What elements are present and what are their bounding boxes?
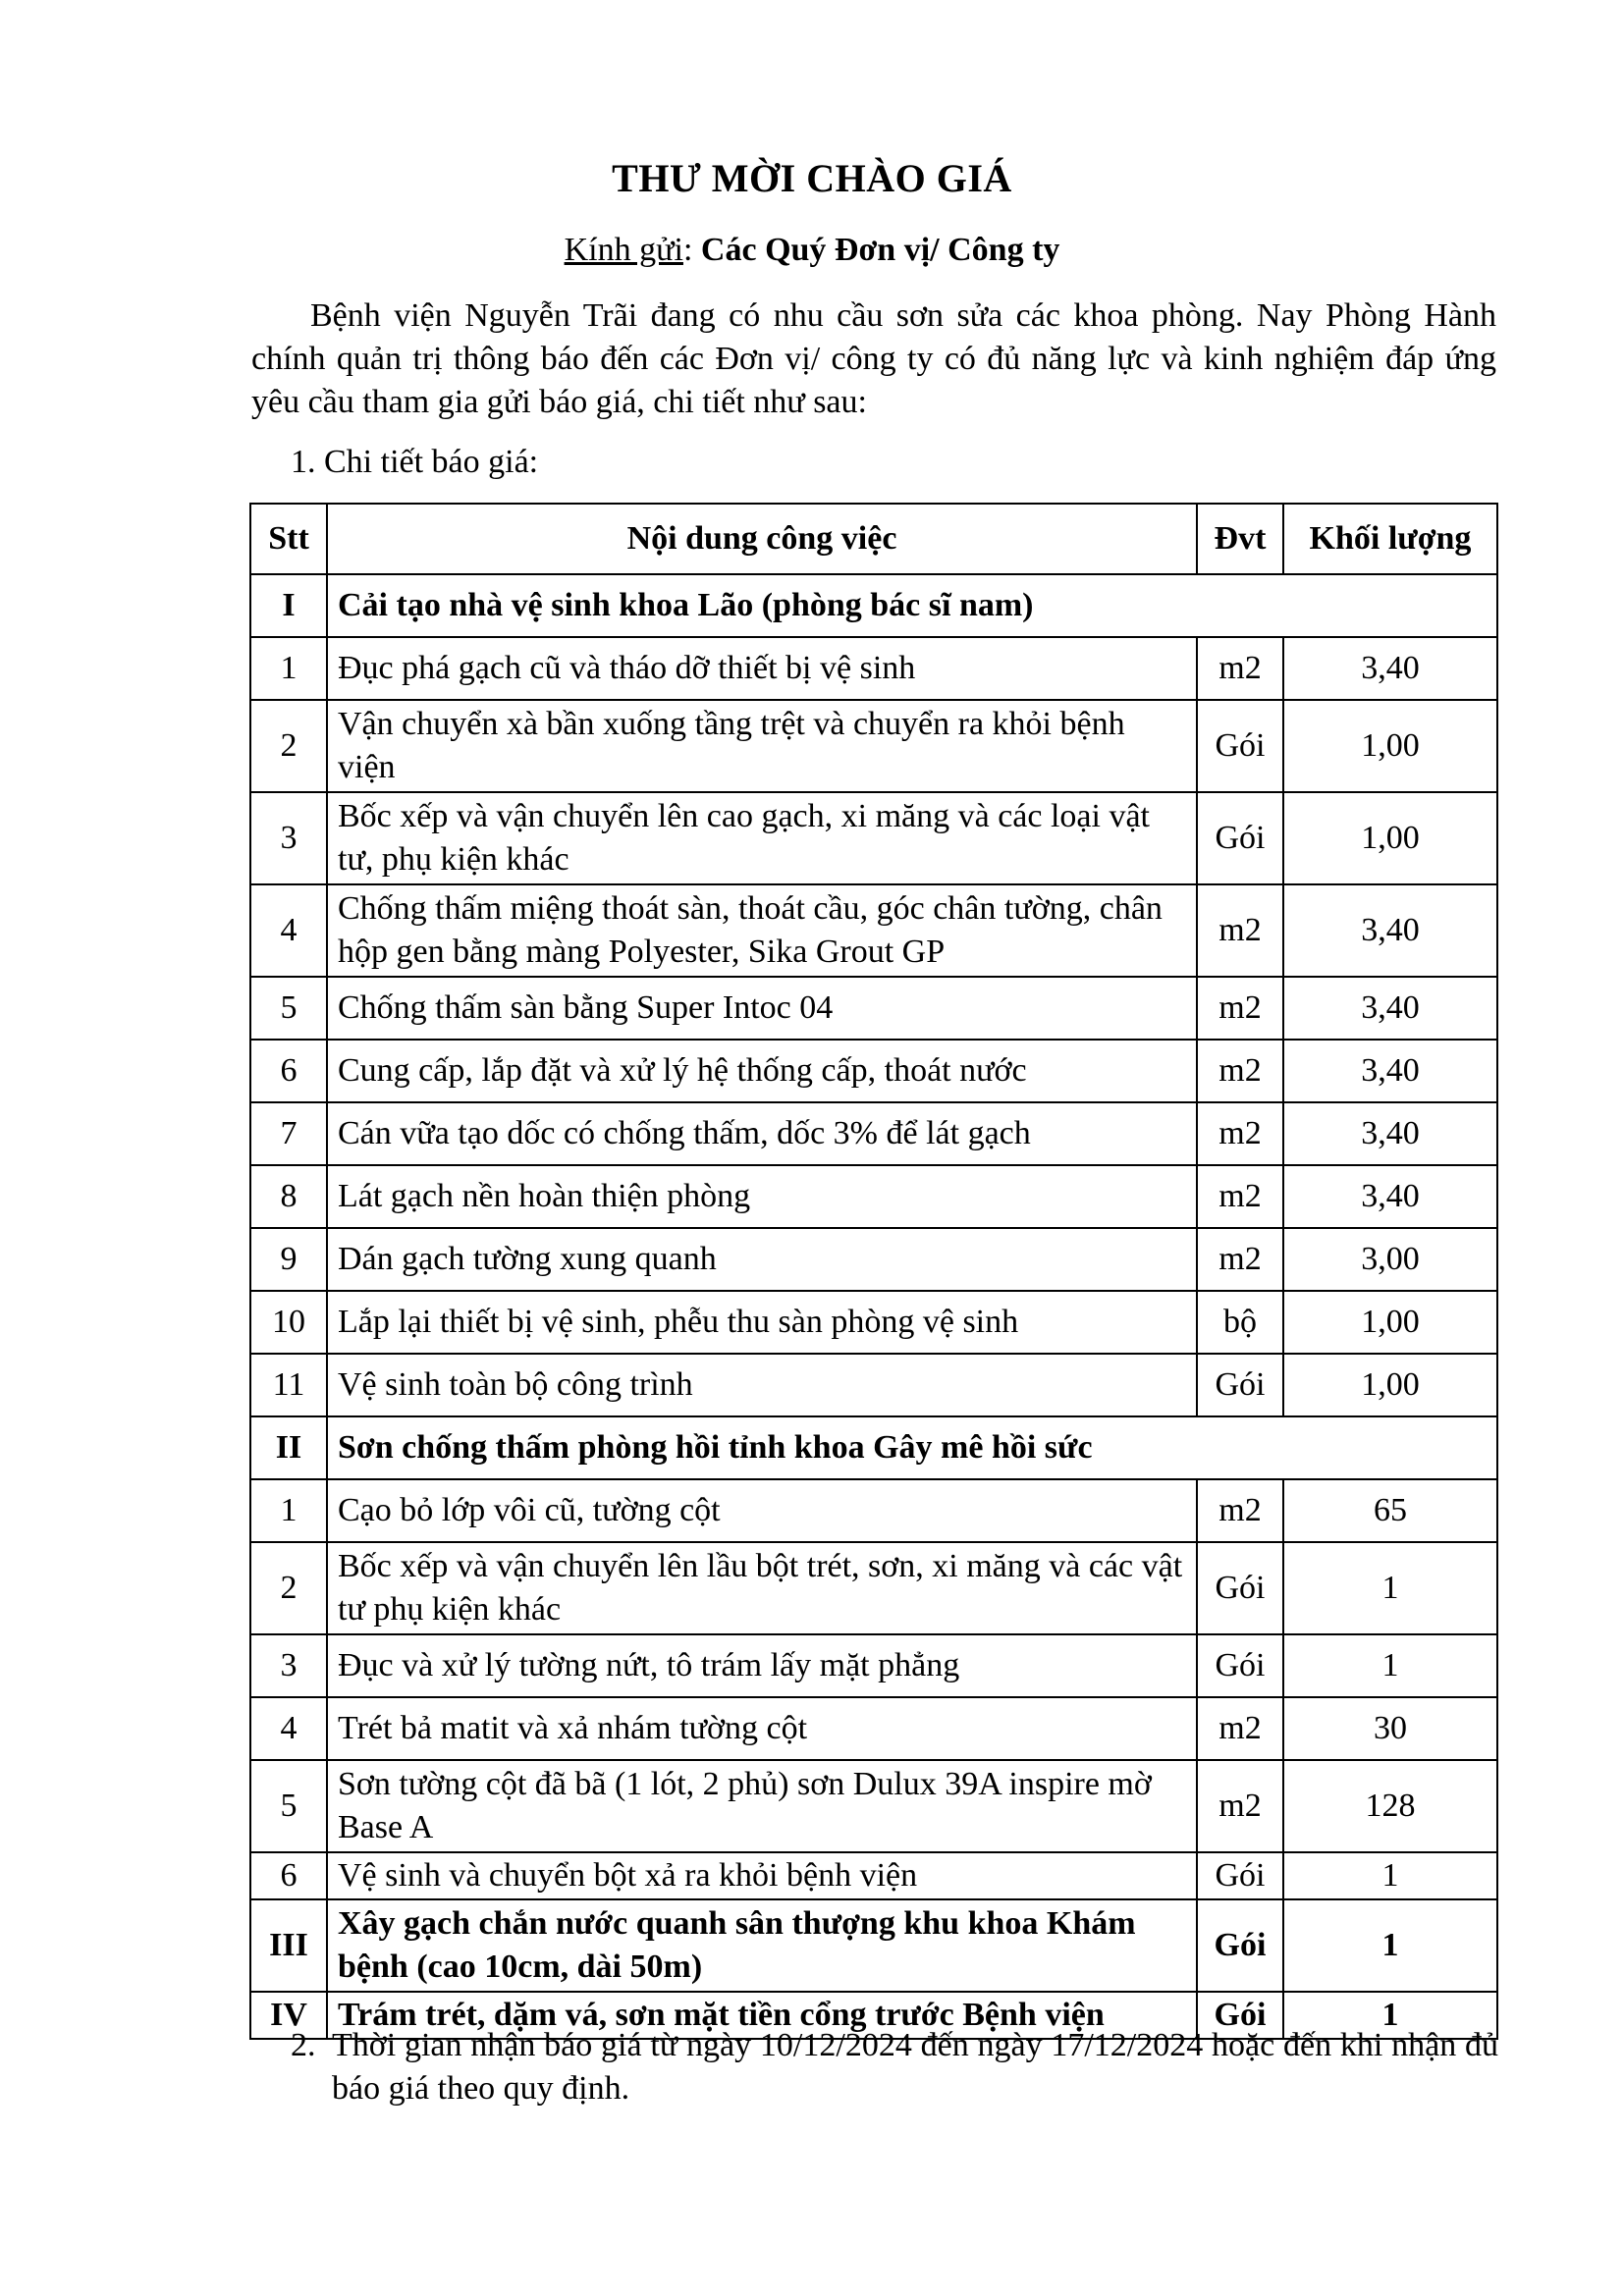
group-unit: Gói xyxy=(1197,1992,1283,2039)
row-stt: 5 xyxy=(250,977,327,1040)
group-title: Xây gạch chắn nước quanh sân thượng khu khoa Khám bệnh (cao 10cm, dài 50m) xyxy=(327,1899,1197,1992)
quote-table xyxy=(249,503,1498,2040)
row-qty: 3,40 xyxy=(1283,1102,1497,1165)
row-unit: m2 xyxy=(1197,1760,1283,1852)
header-unit: Đvt xyxy=(1197,504,1283,574)
group-row xyxy=(250,574,1497,637)
group-title: Sơn chống thấm phòng hồi tỉnh khoa Gây mê hồi sức xyxy=(327,1416,1497,1479)
row-qty: 1,00 xyxy=(1283,700,1497,792)
row-content: Lắp lại thiết bị vệ sinh, phễu thu sàn phòng vệ sinh xyxy=(327,1291,1197,1354)
row-content: Vệ sinh toàn bộ công trình xyxy=(327,1354,1197,1416)
row-content: Cán vữa tạo dốc có chống thấm, dốc 3% để lát gạch xyxy=(327,1102,1197,1165)
group-title: Cải tạo nhà vệ sinh khoa Lão (phòng bác sĩ nam) xyxy=(327,574,1497,637)
table-row xyxy=(250,637,1497,700)
section-2 xyxy=(291,2024,1498,2110)
table-row xyxy=(250,1634,1497,1697)
row-unit: m2 xyxy=(1197,1697,1283,1760)
row-stt: 1 xyxy=(250,1479,327,1542)
row-content: Cung cấp, lắp đặt và xử lý hệ thống cấp, thoát nước xyxy=(327,1040,1197,1102)
row-qty: 1,00 xyxy=(1283,1354,1497,1416)
header-content: Nội dung công việc xyxy=(327,504,1197,574)
table-row xyxy=(250,884,1497,977)
row-qty: 1 xyxy=(1283,1634,1497,1697)
row-stt: 7 xyxy=(250,1102,327,1165)
row-content: Dán gạch tường xung quanh xyxy=(327,1228,1197,1291)
row-qty: 65 xyxy=(1283,1479,1497,1542)
group-row xyxy=(250,1899,1497,1992)
table-row xyxy=(250,1852,1497,1899)
row-unit: m2 xyxy=(1197,884,1283,977)
row-content: Bốc xếp và vận chuyển lên cao gạch, xi măng và các loại vật tư, phụ kiện khác xyxy=(327,792,1197,884)
group-title: Trám trét, dặm vá, sơn mặt tiền cổng trước Bệnh viện xyxy=(327,1992,1197,2039)
table-row xyxy=(250,700,1497,792)
row-stt: 10 xyxy=(250,1291,327,1354)
row-unit: Gói xyxy=(1197,1634,1283,1697)
row-content: Sơn tường cột đã bã (1 lót, 2 phủ) sơn Dulux 39A inspire mờ Base A xyxy=(327,1760,1197,1852)
header-stt: Stt xyxy=(250,504,327,574)
row-qty: 3,00 xyxy=(1283,1228,1497,1291)
row-content: Chống thấm miệng thoát sàn, thoát cầu, góc chân tường, chân hộp gen bằng màng Polyester, Sika Grout GP xyxy=(327,884,1197,977)
row-stt: 4 xyxy=(250,884,327,977)
row-unit: m2 xyxy=(1197,1165,1283,1228)
row-stt: 8 xyxy=(250,1165,327,1228)
table-row xyxy=(250,1228,1497,1291)
row-content: Trét bả matit và xả nhám tường cột xyxy=(327,1697,1197,1760)
row-unit: m2 xyxy=(1197,1228,1283,1291)
row-stt: 3 xyxy=(250,792,327,884)
row-stt: 11 xyxy=(250,1354,327,1416)
row-stt: 2 xyxy=(250,1542,327,1634)
row-unit: Gói xyxy=(1197,700,1283,792)
row-qty: 1 xyxy=(1283,1542,1497,1634)
row-qty: 1 xyxy=(1283,1852,1497,1899)
row-unit: Gói xyxy=(1197,1354,1283,1416)
row-content: Đục phá gạch cũ và tháo dỡ thiết bị vệ sinh xyxy=(327,637,1197,700)
row-qty: 3,40 xyxy=(1283,1165,1497,1228)
table-row xyxy=(250,1040,1497,1102)
table-row xyxy=(250,1354,1497,1416)
table-row xyxy=(250,1291,1497,1354)
row-content: Bốc xếp và vận chuyển lên lầu bột trét, sơn, xi măng và các vật tư phụ kiện khác xyxy=(327,1542,1197,1634)
row-content: Chống thấm sàn bằng Super Intoc 04 xyxy=(327,977,1197,1040)
group-id: IV xyxy=(250,1992,327,2039)
group-id: III xyxy=(250,1899,327,1992)
header-qty: Khối lượng xyxy=(1283,504,1497,574)
row-content: Lát gạch nền hoàn thiện phòng xyxy=(327,1165,1197,1228)
row-stt: 4 xyxy=(250,1697,327,1760)
row-unit: Gói xyxy=(1197,1542,1283,1634)
row-unit: m2 xyxy=(1197,1040,1283,1102)
row-unit: Gói xyxy=(1197,1852,1283,1899)
group-qty: 1 xyxy=(1283,1992,1497,2039)
row-unit: m2 xyxy=(1197,1479,1283,1542)
row-qty: 3,40 xyxy=(1283,637,1497,700)
table-row xyxy=(250,1760,1497,1852)
row-stt: 6 xyxy=(250,1852,327,1899)
row-stt: 6 xyxy=(250,1040,327,1102)
row-unit: m2 xyxy=(1197,637,1283,700)
row-qty: 128 xyxy=(1283,1760,1497,1852)
table-row xyxy=(250,1102,1497,1165)
salutation xyxy=(0,232,1624,269)
table-row xyxy=(250,792,1497,884)
salutation-separator: : xyxy=(682,232,701,268)
row-qty: 3,40 xyxy=(1283,884,1497,977)
salutation-label: Kính gửi xyxy=(564,232,683,268)
row-qty: 1,00 xyxy=(1283,1291,1497,1354)
table-row xyxy=(250,1542,1497,1634)
group-qty: 1 xyxy=(1283,1899,1497,1992)
row-unit: Gói xyxy=(1197,792,1283,884)
row-stt: 9 xyxy=(250,1228,327,1291)
group-unit: Gói xyxy=(1197,1899,1283,1992)
row-content: Cạo bỏ lớp vôi cũ, tường cột xyxy=(327,1479,1197,1542)
section-2-number: 2. xyxy=(291,2027,316,2063)
row-stt: 5 xyxy=(250,1760,327,1852)
table-header-row xyxy=(250,504,1497,574)
group-row xyxy=(250,1416,1497,1479)
row-qty: 3,40 xyxy=(1283,977,1497,1040)
row-qty: 30 xyxy=(1283,1697,1497,1760)
row-stt: 3 xyxy=(250,1634,327,1697)
section-2-text: Thời gian nhận báo giá từ ngày 10/12/2024 đến ngày 17/12/2024 hoặc đến khi nhận đủ báo giá theo quy định. xyxy=(332,2027,1498,2107)
salutation-recipients: Các Quý Đơn vị/ Công ty xyxy=(700,232,1060,268)
group-id: II xyxy=(250,1416,327,1479)
row-stt: 2 xyxy=(250,700,327,792)
document-title: THƯ MỜI CHÀO GIÁ xyxy=(612,156,1012,200)
section-1-heading: 1. Chi tiết báo giá: xyxy=(291,444,539,480)
row-content: Vệ sinh và chuyển bột xả ra khỏi bệnh viện xyxy=(327,1852,1197,1899)
table-row xyxy=(250,1165,1497,1228)
row-qty: 3,40 xyxy=(1283,1040,1497,1102)
table-row xyxy=(250,1479,1497,1542)
row-unit: bộ xyxy=(1197,1291,1283,1354)
intro-paragraph: Bệnh viện Nguyễn Trãi đang có nhu cầu sơn sửa các khoa phòng. Nay Phòng Hành chính quản trị thông báo đến các Đơn vị/ công ty có đủ năng lực và kinh nghiệm đáp ứng yêu cầu tham gia gửi báo giá, chi tiết như sau: xyxy=(251,297,1496,420)
row-content: Vận chuyển xà bần xuống tầng trệt và chuyển ra khỏi bệnh viện xyxy=(327,700,1197,792)
row-stt: 1 xyxy=(250,637,327,700)
row-content: Đục và xử lý tường nứt, tô trám lấy mặt phẳng xyxy=(327,1634,1197,1697)
row-unit: m2 xyxy=(1197,1102,1283,1165)
table-row xyxy=(250,1697,1497,1760)
row-qty: 1,00 xyxy=(1283,792,1497,884)
group-id: I xyxy=(250,574,327,637)
table-row xyxy=(250,977,1497,1040)
row-unit: m2 xyxy=(1197,977,1283,1040)
